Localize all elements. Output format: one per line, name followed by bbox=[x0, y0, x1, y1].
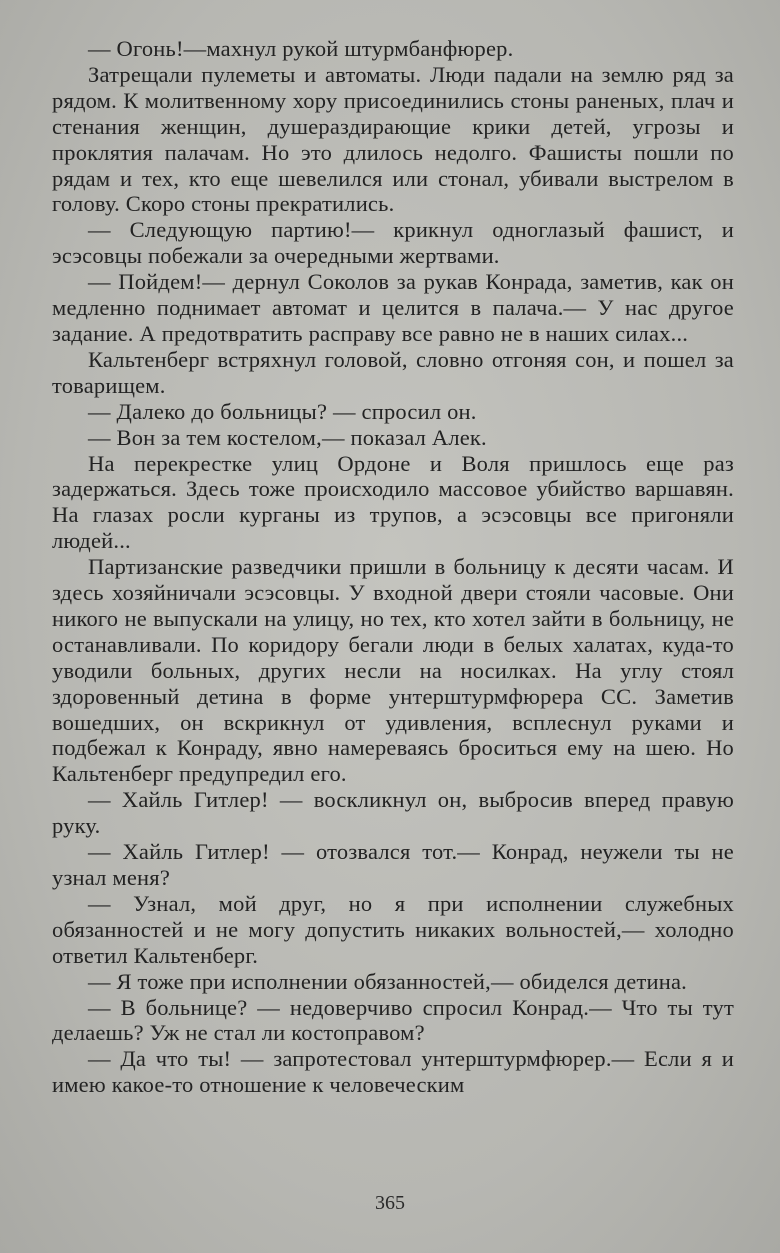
paragraph-3: — Следующую партию!— крикнул одноглазый фашист, и эсэсовцы побежали за очередными жертвами. bbox=[52, 217, 734, 269]
page-number: 365 bbox=[375, 1192, 405, 1214]
body-text bbox=[52, 36, 734, 1098]
paragraph-2: Затрещали пулеметы и автоматы. Люди падали на землю ряд за рядом. К молитвенному хору присоединились стоны раненых, плач и стенания женщин, душераздирающие крики детей, угрозы и проклятия палачам. Но это длилось недолго. Фашисты пошли по рядам и тех, кто еще шевелился или стонал, убивали выстрелом в голову. Скоро стоны прекратились. bbox=[52, 61, 734, 217]
paragraph-1: — Огонь!—махнул рукой штурмбанфюрер. bbox=[88, 36, 514, 61]
paragraph-4: — Пойдем!— дернул Соколов за рукав Конрада, заметив, как он медленно поднимает автомат и целится в палача.— У нас другое задание. А предотвратить расправу все равно не в наших силах... bbox=[52, 269, 734, 346]
paragraph-12: — Узнал, мой друг, но я при исполнении служебных обязанностей и не могу допустить никаких вольностей,— холодно ответил Кальтенберг. bbox=[52, 890, 734, 968]
paragraph-10: — Хайль Гитлер! — воскликнул он, выбросив вперед правую руку. bbox=[52, 787, 734, 839]
paragraph-14: — В больнице? — недоверчиво спросил Конрад.— Что ты тут делаешь? Уж не стал ли костоправом? bbox=[52, 994, 734, 1046]
paragraph-5: Кальтенберг встряхнул головой, словно отгоняя сон, и пошел за товарищем. bbox=[52, 346, 734, 398]
paragraph-7: — Вон за тем костелом,— показал Алек. bbox=[88, 424, 487, 450]
paragraph-15: — Да что ты! — запротестовал унтерштурмфюрер.— Если я и имею какое-то отношение к человеческим bbox=[52, 1046, 734, 1098]
paragraph-11: — Хайль Гитлер! — отозвался тот.— Конрад, неужели ты не узнал меня? bbox=[52, 839, 734, 890]
paragraph-6: — Далеко до больницы? — спросил он. bbox=[88, 398, 477, 424]
paragraph-13: — Я тоже при исполнении обязанностей,— обиделся детина. bbox=[88, 968, 687, 994]
paragraph-8: На перекрестке улиц Ордоне и Воля пришлось еще раз задержаться. Здесь тоже происходило массовое убийство варшавян. На глазах росли курганы из трупов, а эсэсовцы все пригоняли людей... bbox=[52, 450, 734, 554]
paragraph-9: Партизанские разведчики пришли в больницу к десяти часам. И здесь хозяйничали эсэсовцы. У входной двери стояли часовые. Они никого не выпускали на улицу, но тех, кто хотел зайти в больницу, не останавливали. По коридору бегали люди в белых халатах, куда-то уводили больных, других несли на носилках. На углу стоял здоровенный детина в форме унтерштурмфюрера СС. Заметив вошедших, он вскрикнул от удивления, всплеснул руками и подбежал к Конраду, явно намереваясь броситься ему на шею. Но Кальтенберг предупредил его. bbox=[52, 554, 734, 787]
